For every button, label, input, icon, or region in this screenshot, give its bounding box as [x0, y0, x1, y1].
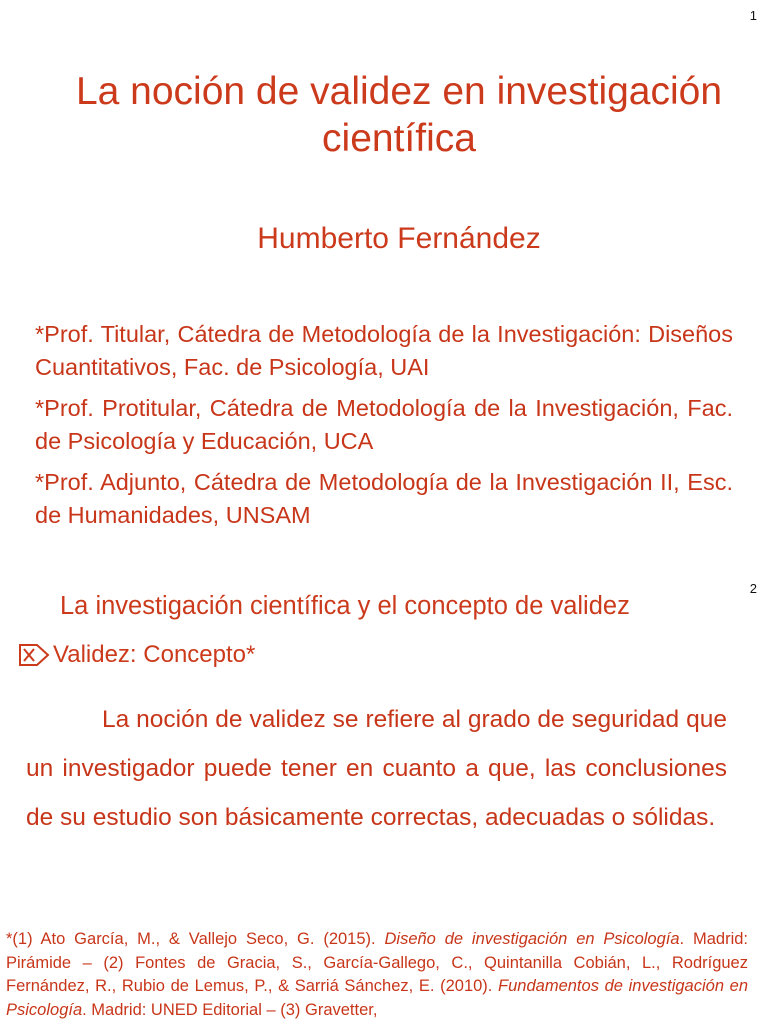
reference-2-prefix: (2) Fontes de Gracia, S., García-Gallego, C., Quintanilla Cobián, L., Rodríguez Fernández, R., Rubio de Lemus, P., & Sarriá Sánchez, E. (2010).: [6, 953, 748, 996]
reference-2-suffix: . Madrid: UNED Editorial: [82, 1000, 262, 1019]
references-footnote: [6, 928, 748, 1022]
reference-1-title: Diseño de investigación en Psicología: [384, 930, 680, 948]
affiliation-item: *Prof. Adjunto, Cátedra de Metodología de la Investigación II, Esc. de Humanidades, UNSAM: [35, 469, 733, 528]
reference-1-prefix: *(1) Ato García, M., & Vallejo Seco, G. (2015).: [6, 930, 385, 948]
page-number-1: 1: [749, 8, 757, 23]
affiliations-list: [35, 318, 733, 540]
boxed-x-arrow-icon: [17, 642, 51, 668]
reference-2-title: Fundamentos de investigación en Psicología: [6, 977, 748, 1019]
author-name: Humberto Fernández: [257, 222, 541, 255]
affiliation-item: *Prof. Titular, Cátedra de Metodología de la Investigación: Diseños Cuantitativos, Fac. de Psicología, UAI: [35, 321, 733, 380]
affiliation-item: *Prof. Protitular, Cátedra de Metodología de la Investigación, Fac. de Psicología y Educación, UCA: [35, 395, 733, 454]
slide-1-title: La noción de validez en investigación científica: [75, 70, 723, 160]
reference-3-prefix: (3) Gravetter,: [280, 1000, 378, 1019]
bullet-item: [17, 641, 255, 669]
slide-2-title: La investigación científica y el concepto de validez: [60, 592, 630, 620]
page-number-2: 2: [749, 581, 757, 596]
reference-separator: –: [261, 1000, 281, 1019]
bullet-text: Validez: Concepto*: [53, 641, 256, 668]
validity-definition: La noción de validez se refiere al grado de seguridad que un investigador puede tener en cuanto a que, las conclusiones de su estudio son básicamente correctas, adecuadas o sólidas.: [26, 706, 727, 831]
reference-separator: –: [71, 953, 104, 972]
reference-1-suffix: . Madrid: Pirámide: [6, 930, 749, 972]
